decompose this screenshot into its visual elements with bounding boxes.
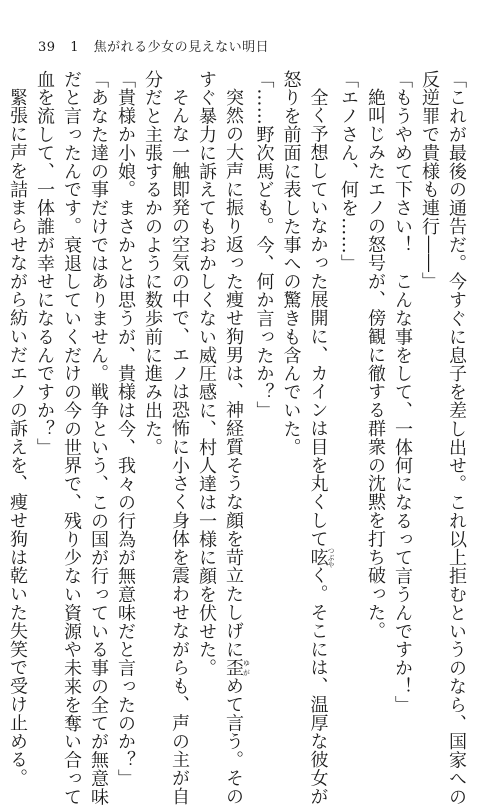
ruby-word (307, 546, 335, 568)
ruby-base: 歪 (223, 658, 244, 677)
text-line-with-ruby (305, 70, 336, 806)
ruby-base: 呟 (307, 546, 329, 568)
text-line: 分だと主張するかのように数歩前に進み出た。 (142, 70, 163, 457)
text-segment: 全く予想していなかった展開に、カインは目を丸くして (307, 88, 329, 548)
text-line: 「……野次馬ども。今、何か言ったか？」 (253, 70, 275, 420)
text-line: 緊張に声を詰まらせながら紡いだエノの訴えを、痩せ狗は乾いた失笑で受け止める。 (7, 88, 28, 788)
text-segment: めて言う。その (223, 676, 244, 806)
text-line: 「エノさん、何を……」 (338, 70, 359, 273)
text-line: すぐ暴力に訴えてもおかしくない威圧感に、村人達は一様に顔を伏せた。 (196, 70, 217, 678)
chapter-title: 焦がれる少女の見えない明日 (93, 40, 270, 55)
text-line: 怒りを前面に表した事への驚きも含んでいた。 (280, 70, 302, 457)
text-segment: 突然の大声に振り返った痩せ狗男は、神経質そうな顔を苛立たしげに (223, 88, 244, 659)
text-line: 「これが最後の通告だ。今すぐに息子を差し出せ。これ以上拒むというのなら、国家への (446, 70, 467, 806)
text-line: 「もうやめて下さい！ こんな事をして、一体何になるって言うんですか！」 (392, 70, 413, 714)
text-line: 「あなた達の事だけではありません。戦争という、この国が行っている事の全てが無意味 (88, 70, 109, 806)
vertical-body-text (7, 70, 470, 806)
text-line: だと言ったんです。衰退していくだけの今の世界で、残り少ない資源や未来を奪い合って (61, 70, 82, 806)
running-header (38, 36, 269, 55)
text-line-with-ruby (220, 70, 251, 806)
text-segment: く。そこには、温厚な彼女が (307, 566, 329, 806)
text-line: 「貴様か小娘。まさかとは思うが、貴様は今、我々の行為が無意味だと言ったのか？」 (115, 70, 136, 788)
ruby-reading: ゆが (242, 658, 251, 677)
ruby-word (223, 658, 251, 677)
text-line: そんな一触即発の空気の中で、エノは恐怖に小さく身体を震わせながらも、声の主が自 (169, 88, 190, 806)
text-line: 血を流して、一体誰が幸せになるんですか？」 (34, 70, 55, 457)
text-line: 反逆罪で貴様も連行――」 (419, 70, 440, 291)
ruby-reading: つぶや (327, 546, 335, 568)
chapter-number: 1 (70, 40, 79, 55)
page-number: 39 (38, 40, 56, 55)
text-line: 絶叫じみたエノの怒号が、傍観に徹する群衆の沈黙を打ち破った。 (365, 88, 386, 640)
